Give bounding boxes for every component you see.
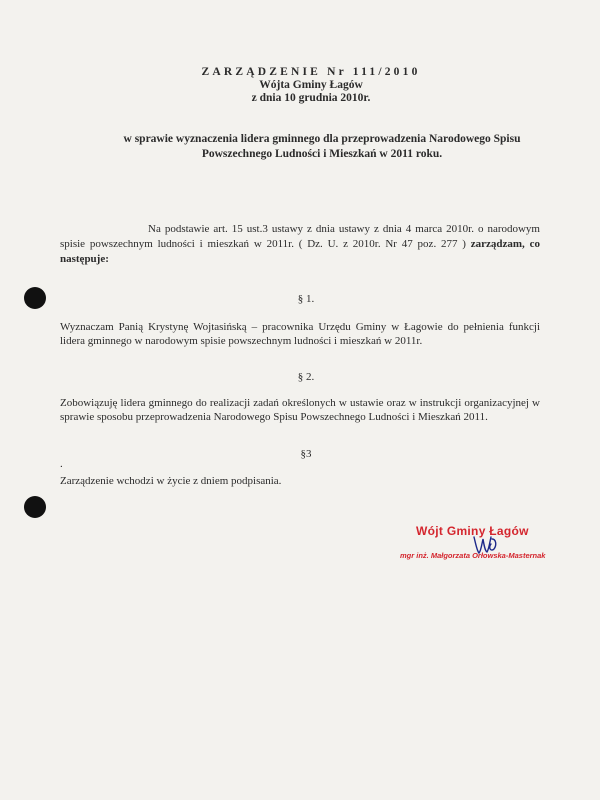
section-2-mark: § 2. xyxy=(297,371,315,383)
subject-line-2: Powszechnego Ludności i Mieszkań w 2011 roku. xyxy=(201,148,443,160)
document-issuer: Wójta Gminy Łagów xyxy=(259,79,363,91)
document-header xyxy=(0,66,600,105)
document-date: z dnia 10 grudnia 2010r. xyxy=(251,92,371,104)
office-stamp: Wójt Gminy Łagów xyxy=(416,524,529,538)
punch-hole-bottom xyxy=(24,496,46,518)
handwritten-signature xyxy=(470,531,500,561)
document-subject xyxy=(72,132,572,162)
section-2-text: Zobowiązuję lidera gminnego do realizacji zadań określonych w ustawie oraz w instrukcji organizacyjnej w sprawie sposobu przeprowadzenia Narodowego Spisu Powszechnego Ludności i Mieszkań 2011. xyxy=(60,397,540,423)
subject-line-1: w sprawie wyznaczenia lidera gminnego dla przeprowadzenia Narodowego Spisu xyxy=(123,133,521,145)
official-name-stamp: mgr inż. Małgorzata Orłowska-Masternak xyxy=(400,551,546,560)
legal-basis-paragraph xyxy=(60,222,540,267)
document-title: ZARZĄDZENIE Nr 111/2010 xyxy=(201,66,421,78)
section-1-text: Wyznaczam Panią Krystynę Wojtasińską – pracownika Urzędu Gminy w Łagowie do pełnienia funkcji lidera gminnego w narodowym spisie powszechnym ludności i mieszkań w 2011r. xyxy=(60,321,540,347)
section-3-mark: §3 xyxy=(300,448,312,460)
stray-mark: . xyxy=(60,458,63,470)
legal-basis-closing: zarządzam, co następuje: xyxy=(60,238,540,265)
legal-basis-text: Na podstawie art. 15 ust.3 ustawy z dnia ustawy z dnia 4 marca 2010r. o narodowym spisie powszechnym ludności i mieszkań w 2011r. ( Dz. U. z 2010r. Nr 47 poz. 277 ) xyxy=(60,223,540,250)
section-3-text: Zarządzenie wchodzi w życie z dniem podpisania. xyxy=(60,475,282,487)
section-1-mark: § 1. xyxy=(297,293,315,305)
